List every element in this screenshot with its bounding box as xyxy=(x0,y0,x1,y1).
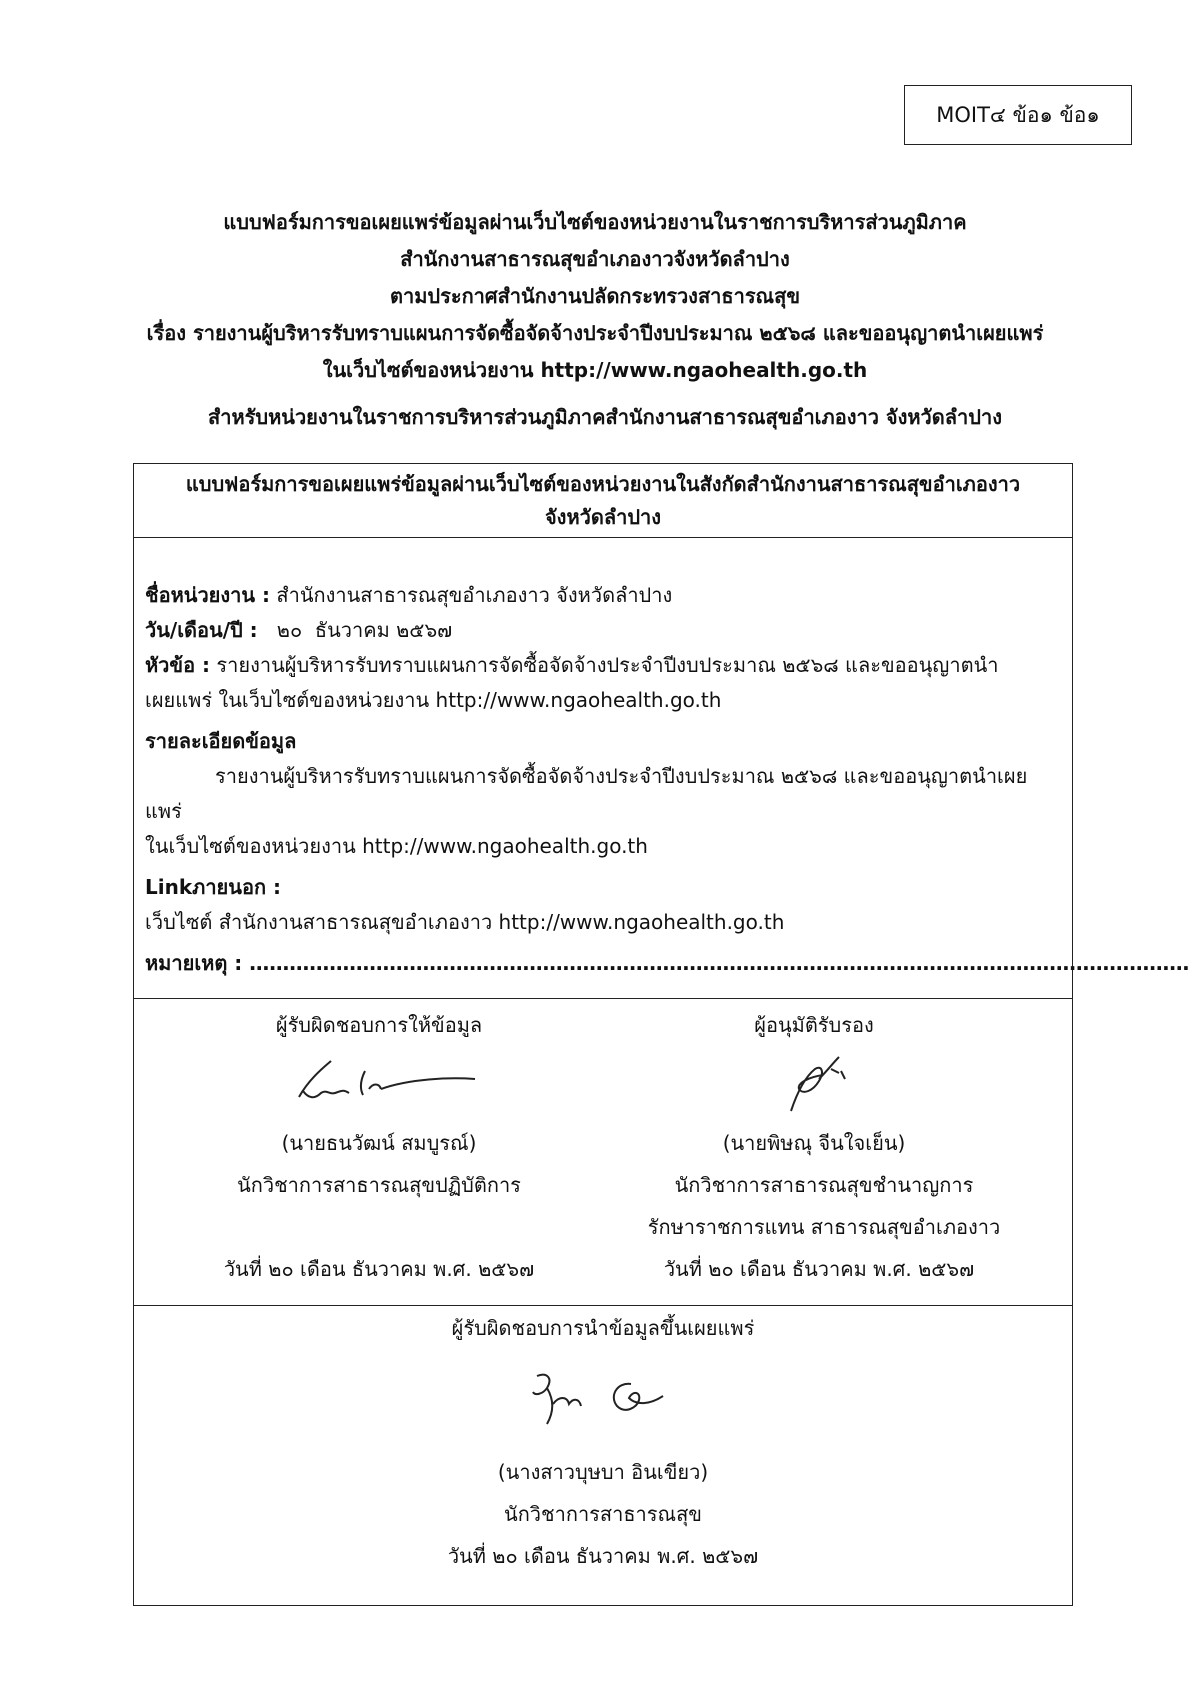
details-line-2: ในเว็บไซต์ของหน่วยงาน http://www.ngaohealth.go.th xyxy=(145,834,648,858)
link-value: เว็บไซต์ สำนักงานสาธารณสุขอำเภองาว http://www.ngaohealth.go.th xyxy=(145,910,785,934)
form-title-line-2: จังหวัดลำปาง xyxy=(544,505,662,529)
note-value: …………………………………………………………………………………………………………………………… xyxy=(242,951,1190,975)
provider-signature xyxy=(194,1049,564,1119)
publisher-position: นักวิชาการสาธารณสุข xyxy=(504,1502,702,1526)
publisher-section xyxy=(134,1306,1072,1605)
note-row xyxy=(145,946,1190,981)
header-line-1: แบบฟอร์มการขอเผยแพร่ข้อมูลผ่านเว็บไซต์ของหน่วยงานในราชการบริหารส่วนภูมิภาค xyxy=(223,210,967,234)
header-line-4: เรื่อง รายงานผู้บริหารรับทราบแผนการจัดซื้อจัดจ้างประจำปีงบประมาณ ๒๕๖๘ และขออนุญาตนำเผยแพร่ xyxy=(146,321,1044,345)
approver-acting-position: รักษาราชการแทน สาธารณสุขอำเภองาว xyxy=(647,1215,1001,1239)
header-line-3: ตามประกาศสำนักงานปลัดกระทรวงสาธารณสุข xyxy=(389,284,800,308)
topic-row-continued: เผยแพร่ ในเว็บไซต์ของหน่วยงาน http://www.ngaohealth.go.th xyxy=(145,688,722,712)
approver-caption: ผู้อนุมัติรับรอง xyxy=(754,1013,874,1037)
publisher-signature-icon xyxy=(513,1362,693,1432)
topic-value: รายงานผู้บริหารรับทราบแผนการจัดซื้อจัดจ้างประจำปีงบประมาณ ๒๕๖๘ และขออนุญาตนำ xyxy=(210,653,999,677)
provider-position: นักวิชาการสาธารณสุขปฏิบัติการ xyxy=(237,1173,521,1197)
publisher-name: (นางสาวบุษบา อินเขียว) xyxy=(497,1460,709,1484)
details-label: รายละเอียดข้อมูล xyxy=(145,729,297,753)
date-value: ๒๐ ธันวาคม ๒๕๖๗ xyxy=(257,618,453,642)
date-label: วัน/เดือน/ปี : xyxy=(145,618,258,642)
approver-name: (นายพิษณุ จีนใจเย็น) xyxy=(722,1131,906,1155)
publisher-signature xyxy=(134,1362,1072,1432)
signatures-section xyxy=(134,999,1072,1306)
form-title-line-1: แบบฟอร์มการขอเผยแพร่ข้อมูลผ่านเว็บไซต์ของหน่วยงานในสังกัดสำนักงานสาธารณสุขอำเภองาว xyxy=(185,472,1021,496)
date-row xyxy=(145,613,1062,648)
note-label: หมายเหตุ : xyxy=(145,951,243,975)
details-line-1: รายงานผู้บริหารรับทราบแผนการจัดซื้อจัดจ้างประจำปีงบประมาณ ๒๕๖๘ และขออนุญาตนำเผยแพร่ xyxy=(145,764,1028,823)
publisher-date: วันที่ ๒๐ เดือน ธันวาคม พ.ศ. ๒๕๖๗ xyxy=(447,1544,759,1568)
approver-signature xyxy=(604,1049,1024,1119)
header-line-6: สำหรับหน่วยงานในราชการบริหารส่วนภูมิภาคสำนักงานสาธารณสุขอำเภองาว จังหวัดลำปาง xyxy=(208,405,1002,429)
agency-row xyxy=(145,578,1062,613)
form-details xyxy=(134,538,1190,999)
approver-position: นักวิชาการสาธารณสุขชำนาญการ xyxy=(674,1173,974,1197)
header-line-2: สำนักงานสาธารณสุขอำเภองาวจังหวัดลำปาง xyxy=(400,247,790,271)
publication-form xyxy=(133,463,1190,1606)
form-title xyxy=(134,464,1072,538)
approver-date: วันที่ ๒๐ เดือน ธันวาคม พ.ศ. ๒๕๖๗ xyxy=(663,1257,975,1281)
document-code: MOIT๔ ข้อ๑ ข้อ๑ xyxy=(936,102,1100,127)
provider-name: (นายธนวัฒน์ สมบูรณ์) xyxy=(281,1131,477,1155)
link-label: Linkภายนอก : xyxy=(145,875,282,899)
provider-date: วันที่ ๒๐ เดือน ธันวาคม พ.ศ. ๒๕๖๗ xyxy=(223,1257,535,1281)
agency-value: สำนักงานสาธารณสุขอำเภองาว จังหวัดลำปาง xyxy=(270,583,673,607)
agency-label: ชื่อหน่วยงาน : xyxy=(145,583,271,607)
approver-signature-icon xyxy=(769,1049,859,1119)
provider-signature-icon xyxy=(269,1049,489,1119)
header-line-5: ในเว็บไซต์ของหน่วยงาน http://www.ngaohealth.go.th xyxy=(322,358,868,382)
topic-label: หัวข้อ : xyxy=(145,653,211,677)
provider-caption: ผู้รับผิดชอบการให้ข้อมูล xyxy=(275,1013,483,1037)
topic-row xyxy=(145,648,1062,683)
document-code-box xyxy=(904,85,1132,145)
publisher-caption: ผู้รับผิดชอบการนำข้อมูลขึ้นเผยแพร่ xyxy=(451,1316,755,1340)
document-header xyxy=(60,204,1130,436)
